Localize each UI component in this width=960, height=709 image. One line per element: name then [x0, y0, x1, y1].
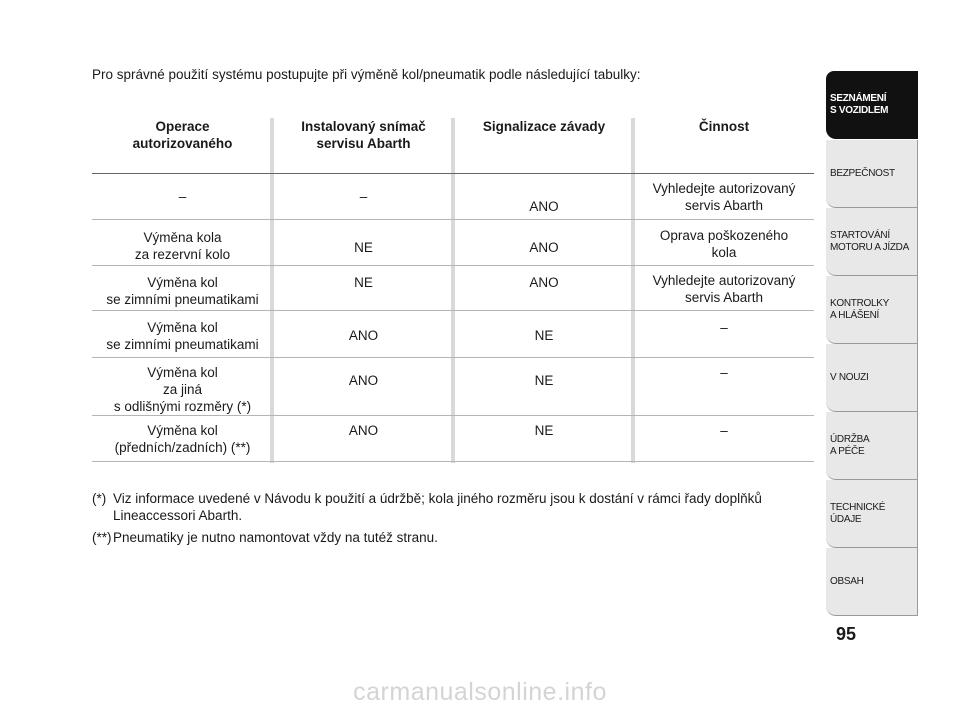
header-fault-signal: Signalizace závady	[482, 119, 606, 134]
header-sensor: Instalovaný snímač servisu Abarth	[301, 119, 426, 151]
intro-text: Pro správné použití systému postupujte při výměně kol/pneumatik podle následující tabulky:	[92, 67, 641, 82]
sidebar-tab[interactable]	[826, 344, 918, 412]
table-cell: NE	[354, 275, 373, 290]
table-cell: Výměna kol (předních/zadních) (**)	[114, 423, 251, 455]
sidebar-tab[interactable]	[826, 548, 918, 616]
table-cell: ANO	[529, 199, 559, 214]
table-cell: ANO	[348, 328, 379, 343]
table-cell: ANO	[529, 240, 559, 255]
footnote-1: (*) Viz informace uvedené v Návodu k použití a údržbě; kola jiného rozměru jsou k dostání v rámci řady doplňků Lineaccessori Abarth.	[92, 491, 762, 523]
sidebar-tab-label: OBSAH	[830, 575, 864, 587]
sidebar-tab-label: V NOUZI	[830, 371, 869, 383]
table-cell: ANO	[348, 373, 379, 388]
sidebar-tab-label: S VOZIDLEM	[830, 104, 889, 116]
footnote-2: (**) Pneumatiky je nutno namontovat vždy na tutéž stranu.	[92, 530, 438, 545]
header-action: Činnost	[698, 119, 750, 134]
table-cell: Výměna kol se zimními pneumatikami	[106, 320, 259, 352]
row-rule	[92, 357, 814, 358]
sidebar-tab[interactable]	[826, 412, 918, 480]
sidebar-tab[interactable]	[826, 208, 918, 276]
table-cell: ANO	[348, 423, 379, 438]
sidebar-tab-label: A HLÁŠENÍ	[830, 309, 879, 321]
table-cell: –	[720, 365, 728, 380]
sidebar-tab[interactable]	[826, 276, 918, 344]
table-cell: Výměna kola za rezervní kolo	[134, 230, 231, 262]
table-cell: –	[720, 423, 728, 438]
table-cell: –	[178, 189, 187, 204]
row-rule	[92, 415, 814, 416]
table-cell: –	[720, 320, 728, 335]
sidebar-tab-label: STARTOVÁNÍ	[830, 229, 890, 241]
sidebar-tab-label: MOTORU A JÍZDA	[830, 241, 909, 253]
sidebar-tab-label: KONTROLKY	[830, 297, 889, 309]
table-cell: Výměna kol se zimními pneumatikami	[106, 275, 259, 307]
header-operation: Operace autorizovaného	[132, 119, 233, 151]
page-number: 95	[836, 624, 857, 644]
sidebar-tab-label: BEZPEČNOST	[830, 167, 895, 179]
row-rule	[92, 219, 814, 220]
row-rule	[92, 461, 814, 462]
table-cell: NE	[534, 423, 554, 438]
sidebar-tab-label: SEZNÁMENÍ	[830, 92, 887, 104]
table-cell: Vyhledejte autorizovaný servis Abarth	[652, 181, 796, 213]
sidebar-tab-label: TECHNICKÉ	[830, 501, 886, 513]
sidebar-tab[interactable]	[826, 140, 918, 208]
table-cell: Výměna kol za jiná s odlišnými rozměry (*)	[113, 365, 252, 414]
watermark: carmanualsonline.info	[353, 678, 607, 706]
sidebar-tab-label: ÚDRŽBA	[830, 433, 870, 445]
sidebar-tab[interactable]	[826, 71, 918, 139]
row-rule	[92, 265, 814, 266]
table-cell: ANO	[529, 275, 559, 290]
sidebar-tab-label: A PÉČE	[830, 445, 865, 457]
table-cell: Oprava poškozeného kola	[659, 228, 789, 260]
table-cell: NE	[534, 373, 554, 388]
table-cell: NE	[534, 328, 554, 343]
row-rule	[92, 310, 814, 311]
header-rule	[92, 173, 814, 174]
table-cell: –	[359, 189, 368, 204]
table-cell: NE	[354, 240, 373, 255]
tire-change-table	[92, 108, 814, 463]
sidebar-tab[interactable]	[826, 480, 918, 548]
sidebar-tab-label: ÚDAJE	[830, 513, 862, 525]
table-cell: Vyhledejte autorizovaný servis Abarth	[652, 273, 796, 305]
